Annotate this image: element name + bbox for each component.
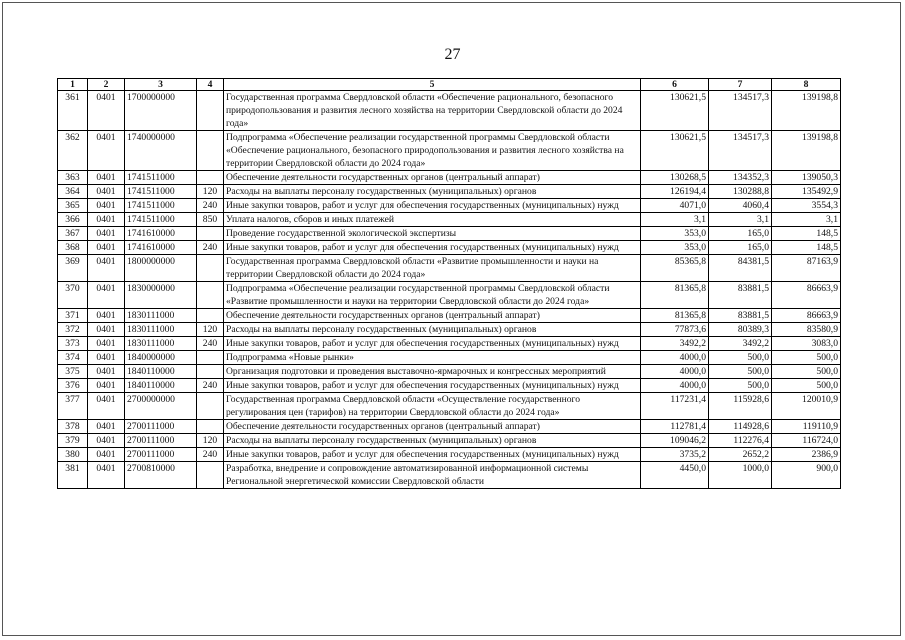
expense-type-code bbox=[197, 91, 224, 131]
expense-type-code bbox=[197, 365, 224, 379]
row-description: Обеспечение деятельности государственных органов (центральный аппарат) bbox=[224, 171, 641, 185]
amount-col-8: 500,0 bbox=[772, 365, 841, 379]
row-description: Государственная программа Свердловской области «Развитие промышленности и науки на территории Свердловской области до 2024 года» bbox=[224, 255, 641, 282]
row-description: Иные закупки товаров, работ и услуг для обеспечения государственных (муниципальных) нужд bbox=[224, 241, 641, 255]
row-description: Подпрограмма «Обеспечение реализации государственной программы Свердловской области «Обеспечение рационального, безопасного природопользования и развития лесного хозяйства на территории Свердловской области до 2024 года» bbox=[224, 131, 641, 171]
section-code: 0401 bbox=[88, 420, 125, 434]
amount-col-6: 81365,8 bbox=[641, 309, 709, 323]
section-code: 0401 bbox=[88, 323, 125, 337]
expense-type-code bbox=[197, 255, 224, 282]
row-description: Иные закупки товаров, работ и услуг для обеспечения государственных (муниципальных) нужд bbox=[224, 199, 641, 213]
row-description: Обеспечение деятельности государственных органов (центральный аппарат) bbox=[224, 420, 641, 434]
page-number: 27 bbox=[444, 46, 461, 63]
row-number: 364 bbox=[58, 185, 88, 199]
row-number: 379 bbox=[58, 434, 88, 448]
table-row bbox=[58, 255, 841, 282]
target-article-code: 1741511000 bbox=[125, 185, 197, 199]
row-description: Организация подготовки и проведения выставочно-ярмарочных и конгрессных мероприятий bbox=[224, 365, 641, 379]
expense-type-code: 850 bbox=[197, 213, 224, 227]
amount-col-8: 900,0 bbox=[772, 462, 841, 489]
target-article-code: 1740000000 bbox=[125, 131, 197, 171]
row-number: 374 bbox=[58, 351, 88, 365]
target-article-code: 1700000000 bbox=[125, 91, 197, 131]
row-number: 366 bbox=[58, 213, 88, 227]
row-number: 367 bbox=[58, 227, 88, 241]
expense-type-code bbox=[197, 393, 224, 420]
table-row bbox=[58, 91, 841, 131]
target-article-code: 1830000000 bbox=[125, 282, 197, 309]
amount-col-8: 3,1 bbox=[772, 213, 841, 227]
row-number: 371 bbox=[58, 309, 88, 323]
amount-col-8: 3554,3 bbox=[772, 199, 841, 213]
amount-col-7: 83881,5 bbox=[709, 282, 772, 309]
amount-col-7: 3492,2 bbox=[709, 337, 772, 351]
amount-col-7: 500,0 bbox=[709, 351, 772, 365]
target-article-code: 1840000000 bbox=[125, 351, 197, 365]
row-description: Государственная программа Свердловской области «Осуществление государственного регулирования цен (тарифов) на территории Свердловской области до 2024 года» bbox=[224, 393, 641, 420]
section-code: 0401 bbox=[88, 337, 125, 351]
col-header-8: 8 bbox=[772, 79, 841, 91]
row-description: Государственная программа Свердловской области «Обеспечение рационального, безопасного природопользования и развития лесного хозяйства на территории Свердловской области до 2024 года» bbox=[224, 91, 641, 131]
target-article-code: 2700111000 bbox=[125, 420, 197, 434]
target-article-code: 1840110000 bbox=[125, 379, 197, 393]
section-code: 0401 bbox=[88, 171, 125, 185]
target-article-code: 2700111000 bbox=[125, 434, 197, 448]
table-body bbox=[58, 91, 841, 489]
amount-col-8: 3083,0 bbox=[772, 337, 841, 351]
table-row bbox=[58, 241, 841, 255]
expense-type-code: 240 bbox=[197, 199, 224, 213]
expense-type-code: 120 bbox=[197, 185, 224, 199]
row-number: 378 bbox=[58, 420, 88, 434]
row-description: Уплата налогов, сборов и иных платежей bbox=[224, 213, 641, 227]
table-row bbox=[58, 282, 841, 309]
expense-type-code: 120 bbox=[197, 434, 224, 448]
section-code: 0401 bbox=[88, 241, 125, 255]
table-row bbox=[58, 365, 841, 379]
row-number: 365 bbox=[58, 199, 88, 213]
table-row bbox=[58, 393, 841, 420]
amount-col-8: 135492,9 bbox=[772, 185, 841, 199]
row-description: Расходы на выплаты персоналу государственных (муниципальных) органов bbox=[224, 434, 641, 448]
section-code: 0401 bbox=[88, 213, 125, 227]
amount-col-6: 130621,5 bbox=[641, 91, 709, 131]
amount-col-6: 77873,6 bbox=[641, 323, 709, 337]
table-row bbox=[58, 199, 841, 213]
amount-col-6: 4071,0 bbox=[641, 199, 709, 213]
target-article-code: 1741511000 bbox=[125, 213, 197, 227]
col-header-2: 2 bbox=[88, 79, 125, 91]
section-code: 0401 bbox=[88, 448, 125, 462]
table-row bbox=[58, 171, 841, 185]
row-number: 362 bbox=[58, 131, 88, 171]
expense-type-code: 240 bbox=[197, 448, 224, 462]
target-article-code: 1741511000 bbox=[125, 199, 197, 213]
row-number: 381 bbox=[58, 462, 88, 489]
row-number: 380 bbox=[58, 448, 88, 462]
expense-type-code bbox=[197, 420, 224, 434]
amount-col-8: 139050,3 bbox=[772, 171, 841, 185]
amount-col-6: 3,1 bbox=[641, 213, 709, 227]
row-number: 376 bbox=[58, 379, 88, 393]
target-article-code: 1800000000 bbox=[125, 255, 197, 282]
row-description: Расходы на выплаты персоналу государственных (муниципальных) органов bbox=[224, 323, 641, 337]
section-code: 0401 bbox=[88, 199, 125, 213]
table-row bbox=[58, 323, 841, 337]
amount-col-7: 115928,6 bbox=[709, 393, 772, 420]
row-description: Разработка, внедрение и сопровождение автоматизированной информационной системы Региональной энергетической комиссии Свердловской области bbox=[224, 462, 641, 489]
amount-col-7: 4060,4 bbox=[709, 199, 772, 213]
table-header-row bbox=[58, 79, 841, 91]
row-number: 370 bbox=[58, 282, 88, 309]
col-header-1: 1 bbox=[58, 79, 88, 91]
row-description: Иные закупки товаров, работ и услуг для обеспечения государственных (муниципальных) нужд bbox=[224, 337, 641, 351]
target-article-code: 1830111000 bbox=[125, 309, 197, 323]
budget-table bbox=[57, 78, 841, 489]
amount-col-8: 116724,0 bbox=[772, 434, 841, 448]
table-row bbox=[58, 448, 841, 462]
amount-col-6: 4450,0 bbox=[641, 462, 709, 489]
target-article-code: 1741610000 bbox=[125, 227, 197, 241]
row-description: Иные закупки товаров, работ и услуг для обеспечения государственных (муниципальных) нужд bbox=[224, 448, 641, 462]
table-row bbox=[58, 227, 841, 241]
amount-col-6: 4000,0 bbox=[641, 351, 709, 365]
amount-col-6: 3492,2 bbox=[641, 337, 709, 351]
expense-type-code: 240 bbox=[197, 241, 224, 255]
target-article-code: 2700111000 bbox=[125, 448, 197, 462]
target-article-code: 2700810000 bbox=[125, 462, 197, 489]
amount-col-7: 80389,3 bbox=[709, 323, 772, 337]
row-description: Иные закупки товаров, работ и услуг для обеспечения государственных (муниципальных) нужд bbox=[224, 379, 641, 393]
row-description: Обеспечение деятельности государственных органов (центральный аппарат) bbox=[224, 309, 641, 323]
table-row bbox=[58, 185, 841, 199]
amount-col-8: 500,0 bbox=[772, 351, 841, 365]
amount-col-6: 126194,4 bbox=[641, 185, 709, 199]
amount-col-8: 119110,9 bbox=[772, 420, 841, 434]
amount-col-7: 112276,4 bbox=[709, 434, 772, 448]
col-header-5: 5 bbox=[224, 79, 641, 91]
table-row bbox=[58, 309, 841, 323]
section-code: 0401 bbox=[88, 462, 125, 489]
amount-col-8: 139198,8 bbox=[772, 91, 841, 131]
col-header-3: 3 bbox=[125, 79, 197, 91]
target-article-code: 1830111000 bbox=[125, 337, 197, 351]
amount-col-8: 148,5 bbox=[772, 241, 841, 255]
section-code: 0401 bbox=[88, 255, 125, 282]
expense-type-code: 240 bbox=[197, 379, 224, 393]
target-article-code: 1840110000 bbox=[125, 365, 197, 379]
section-code: 0401 bbox=[88, 351, 125, 365]
amount-col-8: 83580,9 bbox=[772, 323, 841, 337]
amount-col-6: 3735,2 bbox=[641, 448, 709, 462]
col-header-6: 6 bbox=[641, 79, 709, 91]
table-row bbox=[58, 420, 841, 434]
expense-type-code: 120 bbox=[197, 323, 224, 337]
row-number: 368 bbox=[58, 241, 88, 255]
amount-col-8: 139198,8 bbox=[772, 131, 841, 171]
table-row bbox=[58, 131, 841, 171]
amount-col-6: 353,0 bbox=[641, 227, 709, 241]
row-number: 377 bbox=[58, 393, 88, 420]
target-article-code: 1741610000 bbox=[125, 241, 197, 255]
amount-col-7: 130288,8 bbox=[709, 185, 772, 199]
amount-col-7: 3,1 bbox=[709, 213, 772, 227]
amount-col-7: 165,0 bbox=[709, 227, 772, 241]
row-number: 369 bbox=[58, 255, 88, 282]
row-number: 375 bbox=[58, 365, 88, 379]
section-code: 0401 bbox=[88, 393, 125, 420]
row-description: Расходы на выплаты персоналу государственных (муниципальных) органов bbox=[224, 185, 641, 199]
amount-col-7: 500,0 bbox=[709, 379, 772, 393]
amount-col-6: 81365,8 bbox=[641, 282, 709, 309]
amount-col-8: 86663,9 bbox=[772, 282, 841, 309]
amount-col-6: 4000,0 bbox=[641, 365, 709, 379]
amount-col-8: 2386,9 bbox=[772, 448, 841, 462]
amount-col-7: 2652,2 bbox=[709, 448, 772, 462]
row-description: Подпрограмма «Новые рынки» bbox=[224, 351, 641, 365]
table-row bbox=[58, 213, 841, 227]
amount-col-7: 165,0 bbox=[709, 241, 772, 255]
section-code: 0401 bbox=[88, 309, 125, 323]
expense-type-code bbox=[197, 462, 224, 489]
amount-col-6: 85365,8 bbox=[641, 255, 709, 282]
row-description: Проведение государственной экологической экспертизы bbox=[224, 227, 641, 241]
amount-col-7: 500,0 bbox=[709, 365, 772, 379]
amount-col-8: 148,5 bbox=[772, 227, 841, 241]
expense-type-code bbox=[197, 309, 224, 323]
amount-col-6: 130268,5 bbox=[641, 171, 709, 185]
row-number: 361 bbox=[58, 91, 88, 131]
amount-col-8: 86663,9 bbox=[772, 309, 841, 323]
amount-col-7: 134352,3 bbox=[709, 171, 772, 185]
target-article-code: 1830111000 bbox=[125, 323, 197, 337]
section-code: 0401 bbox=[88, 131, 125, 171]
amount-col-7: 1000,0 bbox=[709, 462, 772, 489]
amount-col-6: 130621,5 bbox=[641, 131, 709, 171]
expense-type-code bbox=[197, 171, 224, 185]
section-code: 0401 bbox=[88, 379, 125, 393]
expense-type-code bbox=[197, 227, 224, 241]
amount-col-6: 4000,0 bbox=[641, 379, 709, 393]
row-number: 373 bbox=[58, 337, 88, 351]
amount-col-7: 134517,3 bbox=[709, 91, 772, 131]
row-number: 363 bbox=[58, 171, 88, 185]
table-row bbox=[58, 462, 841, 489]
amount-col-6: 353,0 bbox=[641, 241, 709, 255]
amount-col-8: 500,0 bbox=[772, 379, 841, 393]
amount-col-7: 83881,5 bbox=[709, 309, 772, 323]
col-header-7: 7 bbox=[709, 79, 772, 91]
row-description: Подпрограмма «Обеспечение реализации государственной программы Свердловской области «Развитие промышленности и науки на территории Свердловской области до 2024 года» bbox=[224, 282, 641, 309]
section-code: 0401 bbox=[88, 185, 125, 199]
section-code: 0401 bbox=[88, 365, 125, 379]
amount-col-6: 117231,4 bbox=[641, 393, 709, 420]
section-code: 0401 bbox=[88, 91, 125, 131]
expense-type-code bbox=[197, 351, 224, 365]
table-row bbox=[58, 351, 841, 365]
section-code: 0401 bbox=[88, 434, 125, 448]
amount-col-7: 114928,6 bbox=[709, 420, 772, 434]
amount-col-6: 109046,2 bbox=[641, 434, 709, 448]
expense-type-code bbox=[197, 131, 224, 171]
target-article-code: 2700000000 bbox=[125, 393, 197, 420]
table-row bbox=[58, 434, 841, 448]
amount-col-7: 134517,3 bbox=[709, 131, 772, 171]
amount-col-8: 87163,9 bbox=[772, 255, 841, 282]
expense-type-code bbox=[197, 282, 224, 309]
target-article-code: 1741511000 bbox=[125, 171, 197, 185]
amount-col-7: 84381,5 bbox=[709, 255, 772, 282]
table-row bbox=[58, 379, 841, 393]
col-header-4: 4 bbox=[197, 79, 224, 91]
table-row bbox=[58, 337, 841, 351]
section-code: 0401 bbox=[88, 227, 125, 241]
row-number: 372 bbox=[58, 323, 88, 337]
amount-col-6: 112781,4 bbox=[641, 420, 709, 434]
expense-type-code: 240 bbox=[197, 337, 224, 351]
amount-col-8: 120010,9 bbox=[772, 393, 841, 420]
section-code: 0401 bbox=[88, 282, 125, 309]
